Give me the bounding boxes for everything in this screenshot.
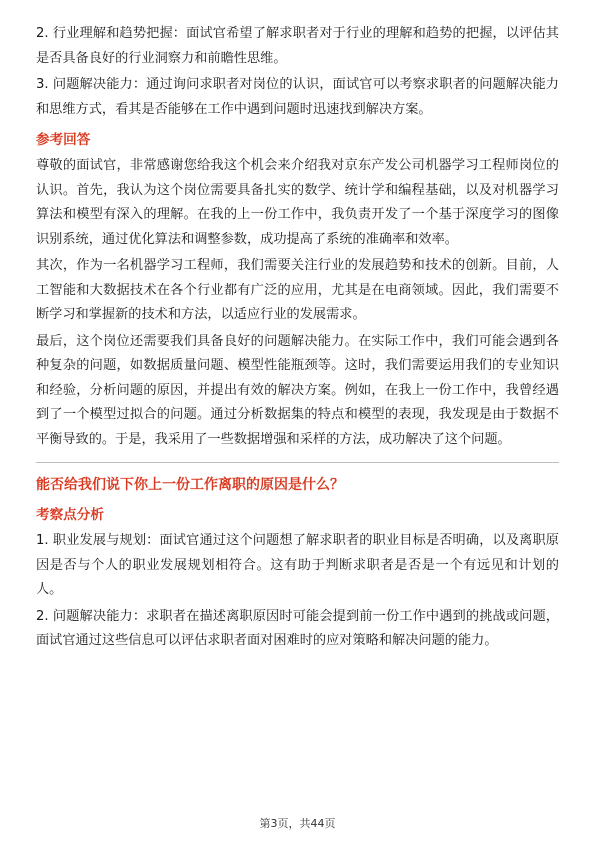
page-number: 第3页，共44页 bbox=[259, 817, 336, 830]
point-problem-solving: 3. 问题解决能力：通过询问求职者对岗位的认识，面试官可以考察求职者的问题解决能力和思维方式，看其是否能够在工作中遇到问题时迅速找到解决方案。 bbox=[36, 77, 559, 117]
section-divider bbox=[36, 462, 559, 463]
interview-question: 能否给我们说下你上一份工作离职的原因是什么？ bbox=[36, 477, 344, 493]
analysis-point-problem-solving: 2. 问题解决能力：求职者在描述离职原因时可能会提到前一份工作中遇到的挑战或问题，面试官通过这些信息可以评估求职者面对困难时的应对策略和解决问题的能力。 bbox=[36, 608, 559, 648]
page-content bbox=[36, 22, 559, 656]
point-industry-understanding: 2. 行业理解和趋势把握：面试官希望了解求职者对于行业的理解和趋势的把握，以评估其是否具备良好的行业洞察力和前瞻性思维。 bbox=[36, 26, 559, 66]
analysis-point-career: 1. 职业发展与规划：面试官通过这个问题想了解求职者的职业目标是否明确，以及离职原因是否与个人的职业发展规划相符合。这有助于判断求职者是否是一个有远见和计划的人。 bbox=[36, 533, 559, 597]
answer-paragraph-1: 尊敬的面试官，非常感谢您给我这个机会来介绍我对京东产发公司机器学习工程师岗位的认识。首先，我认为这个岗位需要具备扎实的数学、统计学和编程基础，以及对机器学习算法和模型有深入的理解。在我的上一份工作中，我负责开发了一个基于深度学习的图像识别系统，通过优化算法和调整参数，成功提高了系统的准确率和效率。 bbox=[36, 158, 559, 247]
answer-paragraph-3: 最后，这个岗位还需要我们具备良好的问题解决能力。在实际工作中，我们可能会遇到各种复杂的问题，如数据质量问题、模型性能瓶颈等。这时，我们需要运用我们的专业知识和经验，分析问题的原因，并提出有效的解决方案。例如，在我上一份工作中，我曾经遇到了一个模型过拟合的问题。通过分析数据集的特点和模型的表现，我发现是由于数据不平衡导致的。于是，我采用了一些数据增强和采样的方法，成功解决了这个问题。 bbox=[36, 333, 559, 447]
answer-heading: 参考回答 bbox=[36, 132, 91, 148]
answer-paragraph-2: 其次，作为一名机器学习工程师，我们需要关注行业的发展趋势和技术的创新。目前，人工智能和大数据技术在各个行业都有广泛的应用，尤其是在电商领域。因此，我们需要不断学习和掌握新的技术和方法，以适应行业的发展需求。 bbox=[36, 258, 559, 322]
analysis-heading: 考察点分析 bbox=[36, 507, 104, 523]
